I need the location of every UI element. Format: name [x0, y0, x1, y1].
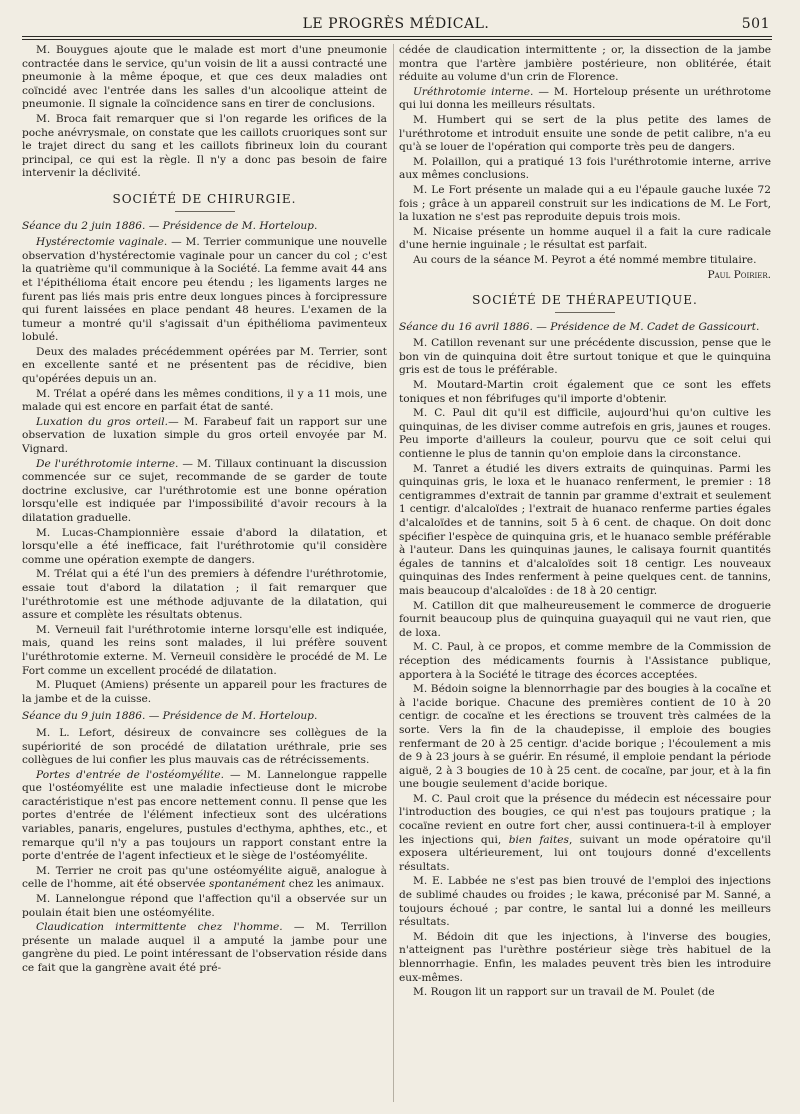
paragraph-text: — M. Terrillon présente un malade auquel il a amputé la jambe pour une gangrène du pied. Le point intéressant de l'observation réside dans ce fait que la gangrène avait été pré-	[22, 921, 387, 974]
paragraph	[22, 236, 387, 345]
paragraph: M. Moutard-Martin croit également que ce sont les effets toniques et non fébrifuges qu'il importe d'obtenir.	[399, 379, 771, 405]
paragraph: Deux des malades précédemment opérées par M. Terrier, sont en excellente santé et ne présentent pas de récidive, bien qu'opérées depuis un an.	[22, 345, 387, 386]
column-divider	[393, 44, 394, 1102]
paragraph: M. L. Lefort, désireux de convaincre ses collègues de la supériorité de son procédé de dilatation uréthrale, prie ses collègues de lui confier les plus mauvais cas de rétrécissements.	[22, 726, 387, 767]
topic-title: De l'uréthrotomie interne.	[36, 457, 179, 470]
session-line: Séance du 16 avril 1886. — Présidence de M. Cadet de Gassicourt.	[399, 320, 760, 333]
paragraph-text: — M. Horteloup présente un uréthrotome qui lui donna les meilleurs résultats.	[399, 85, 771, 112]
topic-title: Uréthrotomie interne.	[413, 85, 534, 98]
header-rule-double	[22, 39, 772, 40]
topic-title: Portes d'entrée de l'ostéomyélite.	[36, 768, 224, 781]
paragraph	[22, 416, 387, 457]
topic-title: Luxation du gros orteil.	[36, 415, 169, 428]
paragraph	[22, 921, 387, 975]
paragraph: M. Tanret a étudié les divers extraits de quinquinas. Parmi les quinquinas gris, le loxa et le huanaco renferment, le premier : 18 centigrammes d'extrait de tannin par gramme d'extrait et seulement 1 centigr. d'alcaloïdes ; l'extrait de huanaco renferme parties égales d'alcaloïdes et de tannins, soit 5 à 6 cent. de chaque. On doit donc spécifier l'espèce de quinquina gris, et le huanaco semble préférable à l'auteur. Dans les quinquinas jaunes, le calisaya fournit quantités égales de tannins et d'alcaloïdes soit 18 centigr. Les nouveaux quinquinas des Indes renferment à peine quelques cent. de tannins, mais beaucoup d'alcaloïdes : de 18 à 20 centigr.	[399, 462, 771, 597]
paragraph: M. Bédoin dit que les injections, à l'inverse des bougies, n'atteignent pas l'urèthre postérieur siège très habituel de la blennorrhagie. Enfin, les malades peuvent très bien les introduire eux-mêmes.	[399, 930, 771, 984]
right-column	[399, 44, 771, 1104]
paragraph-text: M. C. Paul croit que la présence du médecin est nécessaire pour l'introduction des bougies, ce qui n'est pas toujours pratique ; la cocaïne revient en outre fort cher, aussi continuera-t-il à employer les injections qui,	[399, 792, 771, 846]
header-rule	[22, 36, 772, 37]
paragraph: M. Trélat a opéré dans les mêmes conditions, il y a 11 mois, une malade qui est encore en parfait état de santé.	[22, 387, 387, 414]
paragraph-text: — M. Tillaux continuant la discussion commencée sur ce sujet, recommande de se garder de toute doctrine exclusive, car l'uréthrotomie est une bonne opération lorsqu'elle est indiquée par l'impossibilité d'avoir recours à la dilatation graduelle.	[22, 457, 387, 524]
author-signature: Paul Poirier.	[707, 268, 771, 281]
paragraph: M. Catillon dit que malheureusement le commerce de droguerie fournit beaucoup plus de quinquina guayaquil qui ne vaut rien, que de loxa.	[399, 599, 771, 639]
paragraph	[22, 865, 387, 892]
paragraph: M. Pluquet (Amiens) présente un appareil pour les fractures de la jambe et de la cuisse.	[22, 679, 387, 705]
paragraph: M. Bédoin soigne la blennorrhagie par des bougies à la cocaïne et à l'acide borique. Chacune des premières contient de 10 à 20 centigr. de cocaïne et les érections se trouvent très calmées de la sorte. Vers la fin de la chaudepisse, il emploie des bougies renfermant de 20 à 25 centigr. d'acide borique ; l'écoulement a mis de 9 à 23 jours à se guérir. En résumé, il emploie pendant la période aiguë, 2 à 3 bougies de 10 à 25 cent. de cocaïne, par jour, et à la fin une bougie seulement d'acide borique.	[399, 683, 771, 791]
emphasis: bien faites	[508, 833, 569, 846]
paragraph: cédée de claudication intermittente ; or, la dissection de la jambe montra que l'artère jambière postérieure, non oblitérée, était réduite au volume d'un crin de Florence.	[399, 44, 771, 84]
paragraph	[22, 458, 387, 526]
paragraph: M. E. Labbée ne s'est pas bien trouvé de l'emploi des injections de sublimé chaudes ou froides ; le kawa, préconisé par M. Sanné, a toujours échoué ; par contre, le santal lui a donné les meilleurs résultats.	[399, 875, 771, 929]
emphasis: spontanément	[208, 878, 286, 891]
session-line: Séance du 9 juin 1886. — Présidence de M. Horteloup.	[22, 710, 318, 723]
session-line: Séance du 2 juin 1886. — Présidence de M. Horteloup.	[22, 219, 318, 232]
paragraph: M. Broca fait remarquer que si l'on regarde les orifices de la poche anévrysmale, on constate que les caillots cruoriques sont sur le trajet direct du sang et les caillots fibrineux loin du courant principal, ce qui est la règle. Il n'y a donc pas besoin de faire intervenir la déclivité.	[22, 112, 387, 180]
section-heading-therapeutique: SOCIÉTÉ DE THÉRAPEUTIQUE.	[399, 294, 771, 313]
left-column	[22, 44, 387, 1104]
paragraph-text: — M. Lannelongue rappelle que l'ostéomyélite est une maladie infectieuse dont le microbe caractéristique n'est pas encore nettement connu. Il pense que les portes d'entrée de l'élément infectieux sont des ulcérations variables, panaris, engelures, pustules d'ecthyma, aphthes, etc., et remarque qu'il n'y a pas toujours un rapport constant entre la porte d'entrée de l'agent infectieux et le siège de l'ostéomyélite.	[22, 768, 387, 863]
paragraph: M. Nicaise présente un homme auquel il a fait la cure radicale d'une hernie inguinale ; le résultat est parfait.	[399, 225, 771, 252]
paragraph	[399, 86, 771, 113]
page-number: 501	[741, 16, 770, 32]
paragraph: M. Le Fort présente un malade qui a eu l'épaule gauche luxée 72 fois ; grâce à un appareil construit sur les indications de M. Le Fort, la luxation ne s'est pas reproduite depuis trois mois.	[399, 183, 771, 224]
paragraph: M. Catillon revenant sur une précédente discussion, pense que le bon vin de quinquina doit être surtout tonique et que le quinquina gris est de tous le préférable.	[399, 337, 771, 377]
running-header	[22, 14, 770, 34]
paragraph: M. C. Paul dit qu'il est difficile, aujourd'hui qu'on cultive les quinquinas, de les diviser comme autrefois en gris, jaunes et rouges. Peu importe d'ailleurs la couleur, pourvu que ce soit celui qui contienne le plus de tannin qu'on emploie dans la circonstance.	[399, 407, 771, 461]
paragraph-text: — M. Farabeuf fait un rapport sur une observation de luxation simple du gros orteil envoyée par M. Vignard.	[22, 415, 387, 456]
paragraph: M. Bouygues ajoute que le malade est mort d'une pneumonie contractée dans le service, qu'un voisin de lit a aussi contracté une pneumonie à la même époque, et que ces deux maladies ont coïncidé avec l'entrée dans les salles d'un alcoolique atteint de pneumonie. Il signale la coïncidence sans en tirer de conclusions.	[22, 44, 387, 111]
paragraph	[399, 793, 771, 875]
paragraph: M. Humbert qui se sert de la plus petite des lames de l'uréthrotome et introduit ensuite une sonde de petit calibre, n'a eu qu'à se louer de l'opération qui comporte très peu de dangers.	[399, 113, 771, 154]
paragraph-text: — M. Terrier communique une nouvelle observation d'hystérectomie vaginale pour un cancer du col ; c'est la quatrième qu'il communique à la Société. La femme avait 44 ans et l'épithélioma était encore peu étendu ; les ligaments larges ne furent pas liés mais pris entre deux longues pinces à forcipressure qui furent laissées en place pendant 48 heures. L'examen de la tumeur a montré qu'il s'agissait d'un épithélioma pavimenteux lobulé.	[22, 236, 387, 344]
paragraph-text: , suivant un mode opératoire qu'il exposera ultérieurement, lui ont toujours donné d'excellents résultats.	[399, 833, 771, 873]
paragraph: Au cours de la séance M. Peyrot a été nommé membre titulaire.	[413, 253, 757, 266]
paragraph-text: M. Terrier ne croit pas qu'une ostéomyélite aiguë, analogue à celle de l'homme, ait été observée	[22, 864, 387, 891]
paragraph: M. Verneuil fait l'uréthrotomie interne lorsqu'elle est indiquée, mais, quand les reins sont malades, il lui préfère souvent l'uréthrotomie externe. M. Verneuil considère le procédé de M. Le Fort comme un excellent procédé de dilatation.	[22, 623, 387, 677]
paragraph: M. C. Paul, à ce propos, et comme membre de la Commission de réception des médicaments fournis à l'Assistance publique, apportera à la Société le titrage des écorces acceptées.	[399, 641, 771, 681]
paragraph: M. Lucas-Championnière essaie d'abord la dilatation, et lorsqu'elle a été inefficace, fait l'uréthrotomie qu'il considère comme une opération exempte de dangers.	[22, 526, 387, 566]
journal-title: LE PROGRÈS MÉDICAL.	[302, 16, 490, 32]
topic-title: Claudication intermittente chez l'homme.	[36, 921, 283, 934]
paragraph: M. Polaillon, qui a pratiqué 13 fois l'uréthrotomie interne, arrive aux mêmes conclusions.	[399, 155, 771, 182]
paragraph	[22, 769, 387, 864]
topic-title: Hystérectomie vaginale.	[36, 236, 168, 249]
paragraph: M. Rougon lit un rapport sur un travail de M. Poulet (de	[413, 986, 715, 999]
section-heading-chirurgie: SOCIÉTÉ DE CHIRURGIE.	[22, 193, 387, 212]
paragraph: M. Trélat qui a été l'un des premiers à défendre l'uréthrotomie, essaie tout d'abord la dilatation ; il fait remarquer que l'uréthrotomie est une méthode adjuvante de la dilatation, qui assure et complète les résultats obtenus.	[22, 568, 387, 622]
paragraph: M. Lannelongue répond que l'affection qu'il a observée sur un poulain était bien une ostéomyélite.	[22, 893, 387, 919]
paragraph-text: chez les animaux.	[285, 878, 385, 891]
